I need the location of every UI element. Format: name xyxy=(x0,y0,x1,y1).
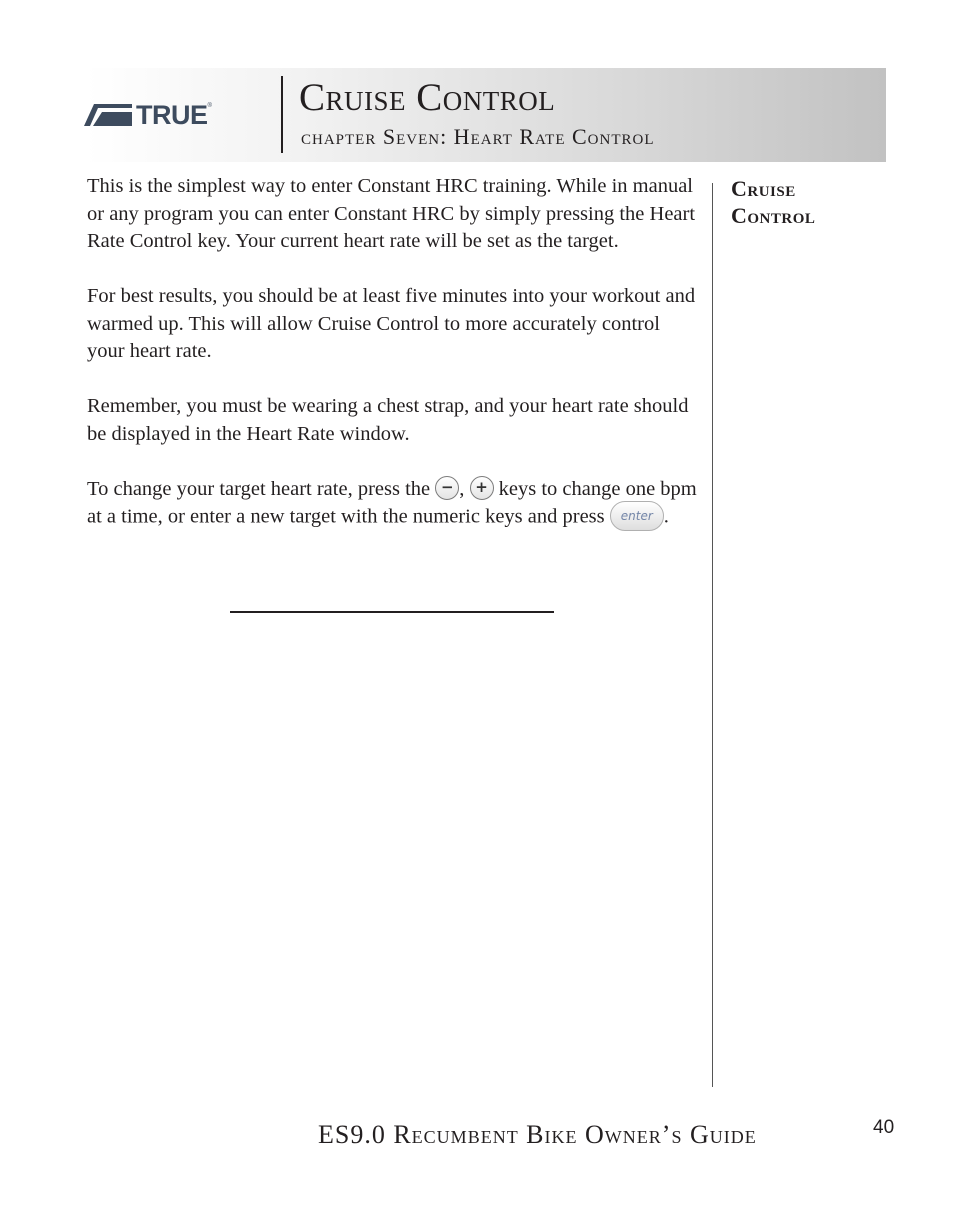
minus-key-icon: − xyxy=(435,476,459,500)
paragraph-2: For best results, you should be at least five minutes into your workout and warmed up. This will allow Cruise Control to more accurately control your heart rate. xyxy=(87,285,696,362)
paragraph-4-text-1: To change your target heart rate, press the xyxy=(87,477,436,500)
true-logo xyxy=(84,101,254,129)
paragraph-4 xyxy=(87,476,699,534)
enter-key-icon: enter xyxy=(610,501,664,531)
footer-guide-title: ES9.0 Recumbent Bike Owner’s Guide xyxy=(318,1120,757,1149)
main-content xyxy=(87,173,699,561)
paragraph-4-end: . xyxy=(663,505,669,528)
paragraph-4-text-2: keys to change one bpm at a time, or enter a new target with the numeric keys and press xyxy=(87,477,697,528)
logo-trademark: ® xyxy=(207,103,212,109)
page-title: Cruise Control xyxy=(299,76,556,119)
true-logo-mark-icon xyxy=(84,104,132,126)
paragraph-4-separator: , xyxy=(459,477,470,500)
sidebar-heading: Cruise Control xyxy=(731,176,816,228)
section-end-rule xyxy=(230,611,554,613)
page-number: 40 xyxy=(873,1117,895,1138)
chapter-subtitle: chapter Seven: Heart Rate Control xyxy=(301,124,655,149)
paragraph-3: Remember, you must be wearing a chest strap, and your heart rate should be displayed in the Heart Rate window. xyxy=(87,395,689,445)
plus-key-icon: + xyxy=(470,476,494,500)
logo-text: TRUE xyxy=(136,99,208,130)
header-divider xyxy=(281,76,283,153)
sidebar-divider xyxy=(712,183,713,1087)
paragraph-1: This is the simplest way to enter Constant HRC training. While in manual or any program you can enter Constant HRC by simply pressing the Heart Rate Control key. Your current heart rate will be set as the target. xyxy=(87,175,696,252)
